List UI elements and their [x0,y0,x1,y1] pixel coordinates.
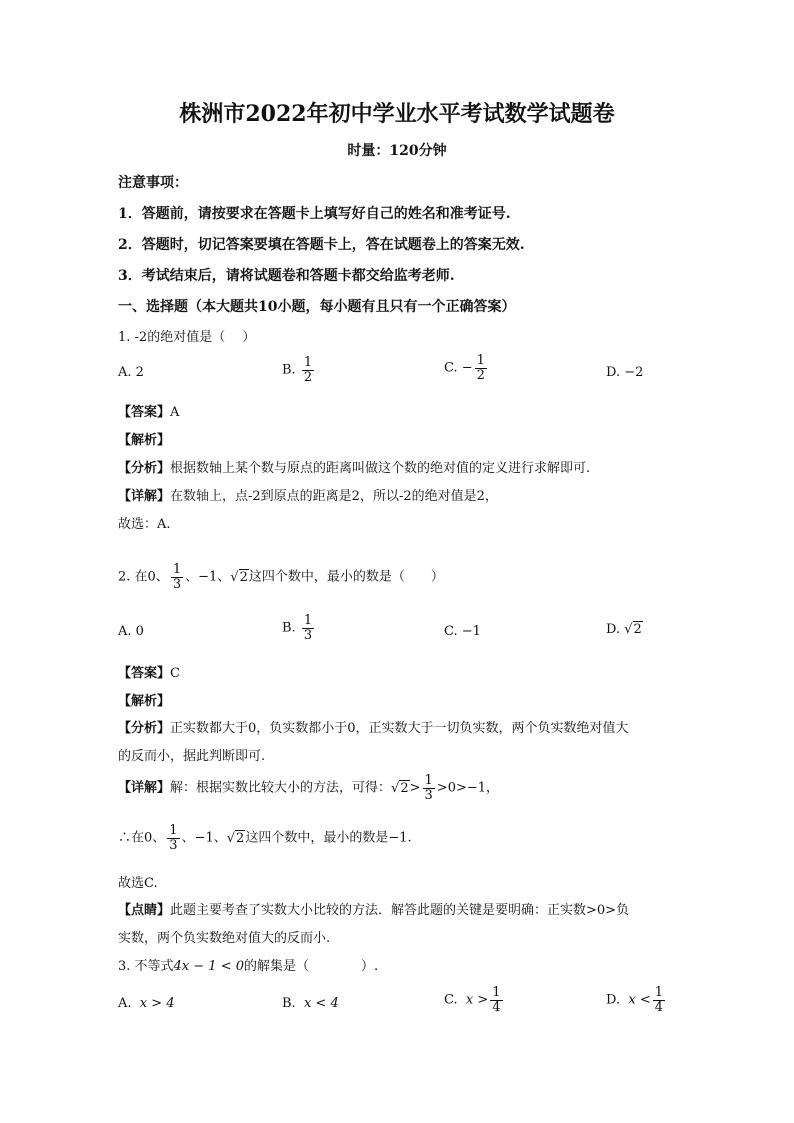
exam-title: 株洲市2022年初中学业水平考试数学试题卷 [179,101,615,127]
fraction: $\frac{1}{4}$ [654,985,663,1015]
q3-option-d: D. x < $\frac{1}{4}$ [606,985,663,1015]
q1-option-a: A. 2 [118,365,144,380]
q1-conclusion: 故选：A. [118,517,171,532]
q2-option-d: D. √2 [606,622,642,637]
q1-option-d: D. −2 [606,365,644,380]
q2-analysis-line2: 的反而小，据此判断即可. [118,749,266,764]
sqrt-symbol: √2 [391,780,409,796]
fraction: $\frac{1}{2}$ [476,353,485,383]
q3-option-b: B. x < 4 [282,996,339,1011]
q2-comment-line1: 【点睛】此题主要考查了实数大小比较的方法．解答此题的关键是要明确：正实数>0>负 [118,903,630,918]
q3-stem: 3. 不等式4x − 1 < 0的解集是（ ）. [118,959,379,974]
q2-comment-line2: 实数，两个负实数绝对值大的反而小. [118,931,331,946]
sqrt-symbol: √2 [230,569,248,585]
q1-option-b: B. $\frac{1}{2}$ [282,355,313,385]
fraction: $\frac{1}{3}$ [169,823,178,853]
q2-conclusion: 故选C. [118,876,158,891]
q1-analysis: 【分析】根据数轴上某个数与原点的距离叫做这个数的绝对值的定义进行求解即可. [118,461,591,476]
fraction: $\frac{1}{3}$ [172,562,182,592]
q2-stem: 2. 在0、 $\frac{1}{3}$ 、−1、√2这四个数中，最小的数是（ ） [118,562,444,592]
sqrt-symbol: √2 [624,622,642,637]
exam-duration: 时量：120分钟 [347,143,447,159]
q1-option-c: C. − $\frac{1}{2}$ [444,353,485,383]
q2-detail: 【详解】解：根据实数比较大小的方法，可得：√2> $\frac{1}{3}$ >0>−1， [118,773,500,803]
notice-heading: 注意事项： [118,175,188,191]
fraction: $\frac{1}{3}$ [424,773,433,803]
q2-option-b: B. $\frac{1}{3}$ [282,613,313,643]
fraction: $\frac{1}{4}$ [492,985,501,1015]
q3-option-a: A. x > 4 [118,996,175,1011]
notice-item-3: 3．考试结束后，请将试题卷和答题卡都交给监考老师. [118,268,455,284]
q1-jiexi: 【解析】 [118,433,171,448]
q1-stem: 1. -2的绝对值是（ ） [118,330,256,345]
q2-jiexi: 【解析】 [118,694,171,709]
notice-item-2: 2．答题时，切记答案要填在答题卡上，答在试题卷上的答案无效. [118,237,525,253]
fraction: $\frac{1}{3}$ [303,613,313,643]
fraction: $\frac{1}{2}$ [303,355,313,385]
q2-therefore: ∴在0、 $\frac{1}{3}$ 、−1、√2这四个数中，最小的数是−1. [118,823,412,853]
q3-option-c: C. x > $\frac{1}{4}$ [444,985,501,1015]
sqrt-symbol: √2 [226,830,245,846]
notice-item-1: 1．答题前，请按要求在答题卡上填写好自己的姓名和准考证号. [118,206,511,222]
q2-option-c: C. −1 [444,624,481,639]
q1-detail: 【详解】在数轴上，点-2到原点的距离是2，所以-2的绝对值是2， [118,489,498,504]
section-heading: 一、选择题（本大题共10小题，每小题有且只有一个正确答案） [118,299,516,315]
q1-answer: 【答案】A [118,405,180,420]
q2-analysis-line1: 【分析】正实数都大于0，负实数都小于0，正实数大于一切负实数，两个负实数绝对值大 [118,721,629,736]
q2-option-a: A. 0 [118,624,144,639]
q2-answer: 【答案】C [118,666,180,681]
